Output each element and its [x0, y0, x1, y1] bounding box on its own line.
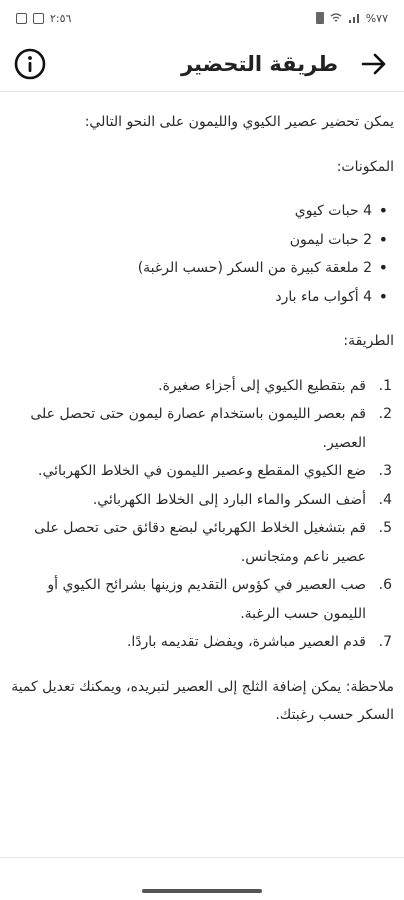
step-number: 4.	[378, 491, 392, 508]
step-text: قدم العصير مباشرة، ويفضل تقديمه باردًا.	[126, 634, 366, 650]
notification-icon	[16, 13, 27, 24]
step-item	[8, 400, 392, 457]
step-text: أضف السكر والماء البارد إلى الخلاط الكهربائي.	[92, 491, 366, 508]
arrow-right-icon	[360, 50, 388, 78]
info-icon	[14, 48, 46, 80]
battery-icon	[316, 12, 324, 24]
ingredients-title: المكونات:	[336, 158, 394, 175]
intro-text: يمكن تحضير عصير الكيوي والليمون على النحو التالي:	[84, 114, 394, 130]
step-text: قم بعصر الليمون باستخدام عصارة ليمون حتى تحصل على العصير.	[30, 406, 366, 451]
clock-text: ٢:٥٦	[50, 11, 72, 25]
steps-list	[8, 372, 394, 657]
step-text: صب العصير في كؤوس التقديم وزينها بشرائح الكيوي أو الليمون حسب الرغبة.	[47, 577, 366, 622]
step-item	[8, 514, 392, 571]
step-text: قم بتقطيع الكيوي إلى أجزاء صغيرة.	[158, 377, 366, 394]
step-number: 5.	[378, 520, 392, 536]
app-bar	[0, 36, 404, 92]
recipe-content	[0, 104, 404, 730]
step-number: 7.	[378, 634, 392, 650]
note-text: ملاحظة: يمكن إضافة الثلج إلى العصير لتبريده، ويمكنك تعديل كمية السكر حسب رغبتك.	[11, 678, 394, 723]
method-title: الطريقة:	[343, 333, 394, 349]
gallery-icon	[33, 13, 44, 24]
step-number: 1.	[378, 377, 392, 394]
step-item	[8, 457, 392, 486]
page-title: طريقة التحضير	[180, 51, 338, 76]
bottom-divider	[0, 857, 404, 858]
step-item	[8, 372, 392, 401]
step-number: 6.	[378, 577, 392, 593]
back-button[interactable]	[356, 46, 392, 82]
status-right	[316, 12, 388, 25]
step-number: 2.	[378, 406, 392, 422]
info-button[interactable]	[12, 46, 48, 82]
step-item	[8, 486, 392, 515]
ingredient-item: • 4 أكواب ماء بارد	[8, 283, 372, 312]
ingredient-item: • 4 حبات كيوي	[8, 197, 372, 226]
step-text: ضع الكيوي المقطع وعصير الليمون في الخلاط الكهربائي.	[38, 463, 366, 479]
step-item	[8, 571, 392, 628]
ingredient-item: • 2 ملعقة كبيرة من السكر (حسب الرغبة)	[8, 254, 372, 283]
ingredient-item: • 2 حبات ليمون	[8, 226, 372, 255]
step-item	[8, 628, 392, 657]
ingredients-list	[8, 197, 394, 311]
step-number: 3.	[378, 463, 392, 479]
battery-percent: %٧٧	[365, 11, 388, 25]
step-text: قم بتشغيل الخلاط الكهربائي لبضع دقائق حتى تحصل على عصير ناعم ومتجانس.	[34, 520, 366, 565]
home-indicator[interactable]	[142, 889, 262, 893]
status-bar	[0, 0, 404, 36]
status-left	[16, 12, 71, 25]
wifi-icon	[330, 12, 342, 24]
signal-icon	[348, 12, 360, 24]
